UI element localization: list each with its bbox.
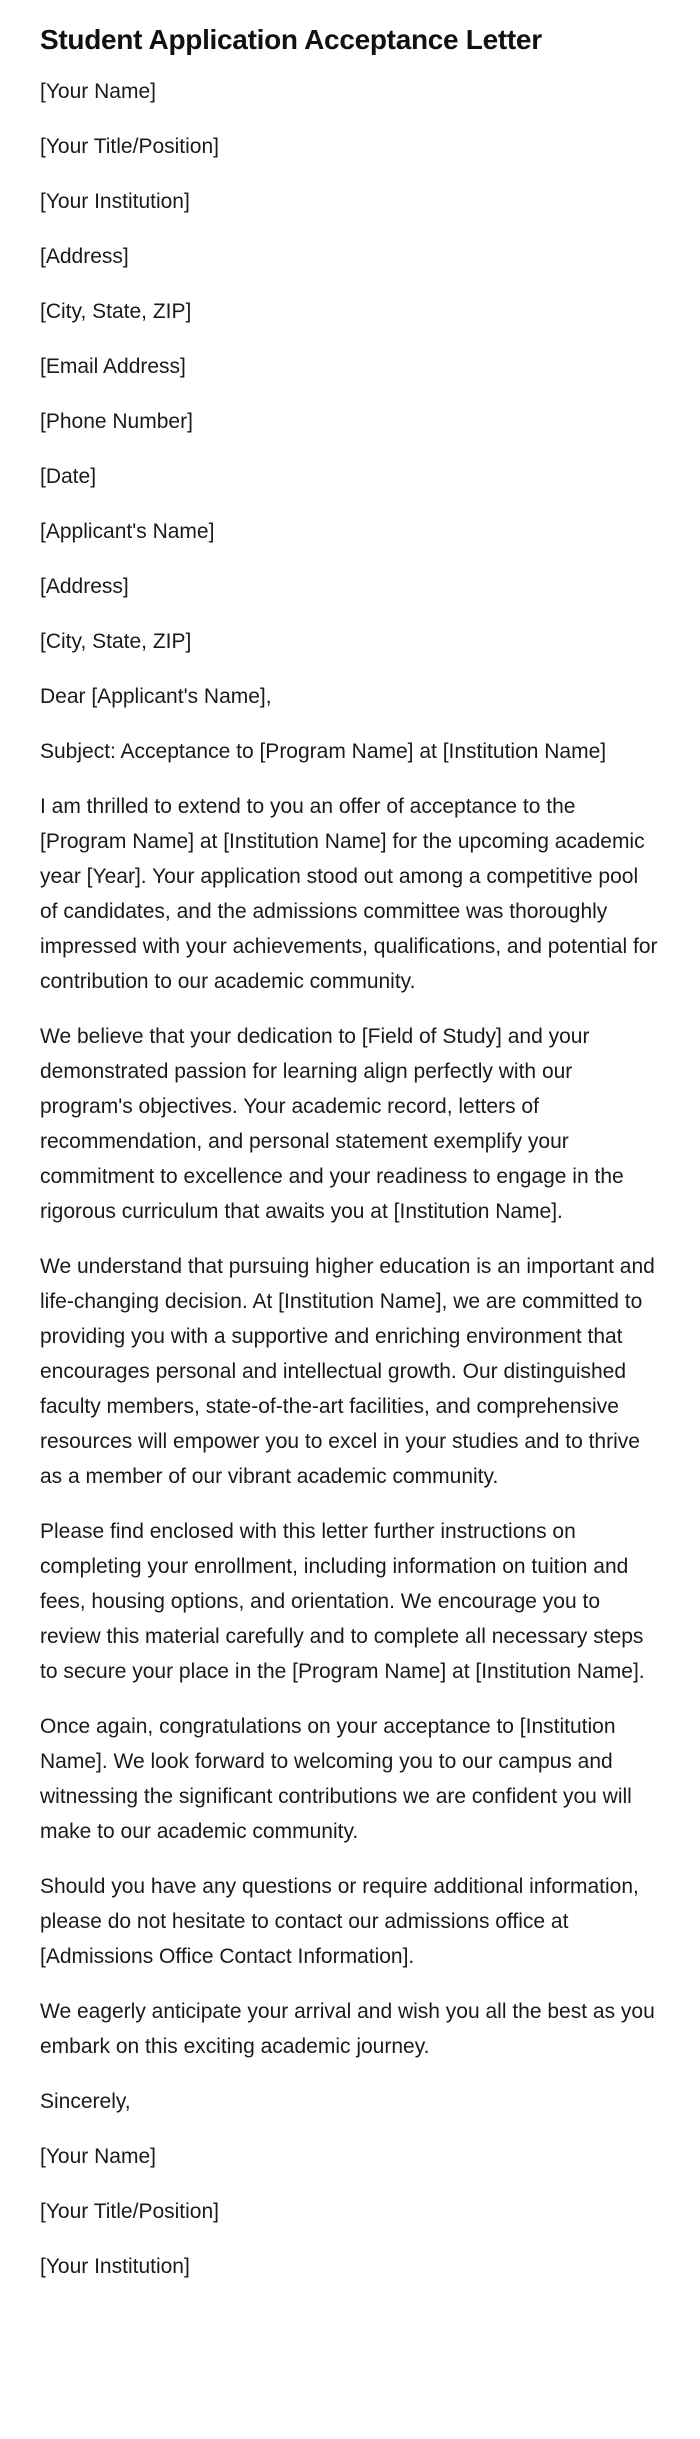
closing: Sincerely, <box>40 2090 131 2113</box>
letter-body <box>40 789 660 2064</box>
body-paragraph: Should you have any questions or require additional information, please do not hesitate to contact our admissions office at [Admissions Office Contact Information]. <box>40 1875 639 1968</box>
body-paragraph: We eagerly anticipate your arrival and wish you all the best as you embark on this exciting academic journey. <box>40 2000 655 2058</box>
sender-institution: [Your Institution] <box>40 190 190 213</box>
body-paragraph: Once again, congratulations on your acceptance to [Institution Name]. We look forward to welcoming you to our campus and witnessing the significant contributions we are confident you will make to our academic community. <box>40 1715 632 1843</box>
letter-date: [Date] <box>40 465 97 488</box>
letter-document <box>40 18 660 2304</box>
recipient-name: [Applicant's Name] <box>40 520 215 543</box>
salutation: Dear [Applicant's Name], <box>40 685 272 708</box>
sender-email: [Email Address] <box>40 355 186 378</box>
signature-institution: [Your Institution] <box>40 2255 190 2278</box>
signature-title: [Your Title/Position] <box>40 2200 219 2223</box>
recipient-city-state-zip: [City, State, ZIP] <box>40 630 192 653</box>
sender-city-state-zip: [City, State, ZIP] <box>40 300 192 323</box>
sender-name: [Your Name] <box>40 80 156 103</box>
body-paragraph: We understand that pursuing higher education is an important and life-changing decision. At [Institution Name], we are committed to providing you with a supportive and enriching environment that encourages personal and intellectual growth. Our distinguished faculty members, state-of-the-art facilities, and comprehensive resources will empower you to excel in your studies and to thrive as a member of our vibrant academic community. <box>40 1255 655 1488</box>
sender-title: [Your Title/Position] <box>40 135 219 158</box>
body-paragraph: Please find enclosed with this letter further instructions on completing your enrollment, including information on tuition and fees, housing options, and orientation. We encourage you to review this material carefully and to complete all necessary steps to secure your place in the [Program Name] at [Institution Name]. <box>40 1520 645 1683</box>
document-title: Student Application Acceptance Letter <box>40 24 542 55</box>
subject-line: Subject: Acceptance to [Program Name] at [Institution Name] <box>40 740 607 763</box>
body-paragraph: We believe that your dedication to [Field of Study] and your demonstrated passion for learning align perfectly with our program's objectives. Your academic record, letters of recommendation, and personal statement exemplify your commitment to excellence and your readiness to engage in the rigorous curriculum that awaits you at [Institution Name]. <box>40 1025 624 1223</box>
recipient-address: [Address] <box>40 575 129 598</box>
recipient-block <box>40 514 660 659</box>
signature-block <box>40 2139 660 2284</box>
signature-name: [Your Name] <box>40 2145 156 2168</box>
sender-block <box>40 74 660 439</box>
sender-address: [Address] <box>40 245 129 268</box>
sender-phone: [Phone Number] <box>40 410 193 433</box>
body-paragraph: I am thrilled to extend to you an offer of acceptance to the [Program Name] at [Institution Name] for the upcoming academic year [Year]. Your application stood out among a competitive pool of candidates, and the admissions committee was thoroughly impressed with your achievements, qualifications, and potential for contribution to our academic community. <box>40 795 658 993</box>
